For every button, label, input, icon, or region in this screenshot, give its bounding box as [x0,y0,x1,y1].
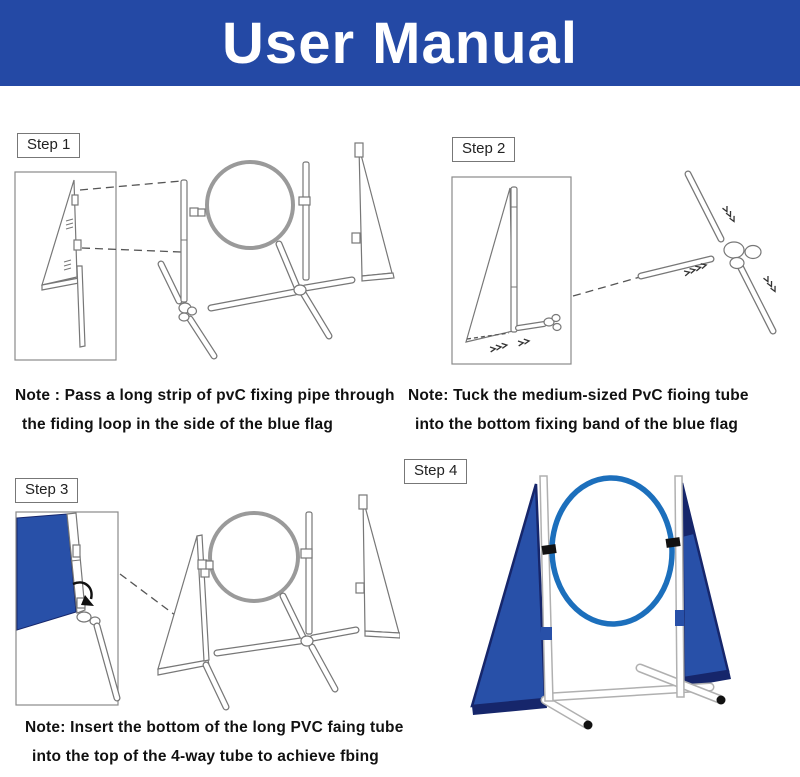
step-1-illustration [0,120,400,380]
step-1-note [15,382,395,439]
right-upright-pole [675,476,684,697]
hoop-outline [207,162,293,248]
step-2-illustration [400,120,800,380]
flag-with-bottom-tube [466,187,561,352]
note-line: into the bottom fixing band of the blue flag [415,415,739,433]
note-line: Note: Insert the bottom of the long PVC faing tube [25,719,404,736]
step-4-label: Step 4 [404,459,467,484]
step-3-label: Step 3 [15,478,78,503]
title-banner [0,0,800,86]
step-4-illustration [400,440,800,777]
medium-pvc-tube [641,259,711,276]
guide-dashed-line [573,277,640,296]
step-3-note [25,714,404,771]
note-line: Note: Tuck the medium-sized PvC fioing tube [408,387,749,404]
step-2-note [408,382,749,439]
base-end-cap [717,696,726,705]
four-way-connector [688,174,777,331]
step-1-label: Step 1 [17,133,80,158]
right-blue-flag [682,483,731,687]
left-flag-outline [42,180,85,347]
pole-with-cross-base [211,162,352,336]
blue-hoop [549,476,674,626]
step-3-illustration [0,445,400,720]
hoop-tab [190,208,205,216]
note-line: the fiding loop in the side of the blue flag [22,415,334,433]
frame-assembly-outline [158,495,400,707]
step-2-label: Step 2 [452,137,515,162]
guide-dashed-line [80,181,181,190]
base-end-cap [584,721,593,730]
guide-dashed-line [82,248,181,252]
note-line: into the top of the 4-way tube to achieve fbing [32,747,379,765]
note-line: Note : Pass a long strip of pvC fixing pipe through [15,387,395,404]
left-blue-flag [472,484,547,715]
blue-flag-closeup [17,513,117,698]
page-title: User Manual [222,10,578,76]
right-flag-outline [352,143,394,281]
